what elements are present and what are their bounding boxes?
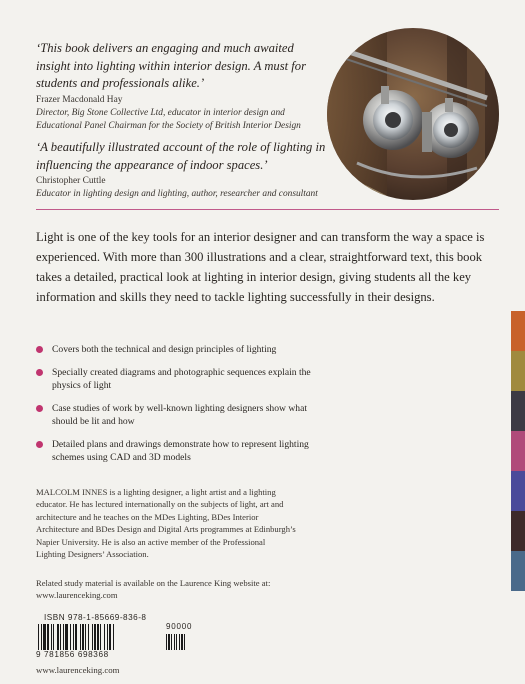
review-quote-1: ‘This book delivers an engaging and much awaited insight into lighting within interior design. A must for students and professionals alike.’	[36, 41, 306, 90]
feature-item	[36, 366, 326, 392]
barcode-addon-bar	[174, 634, 175, 650]
barcode-bar	[63, 624, 64, 650]
barcode-addon-number: 90000	[166, 622, 193, 631]
bullet-icon	[36, 405, 43, 412]
section-divider	[36, 209, 499, 210]
barcode-bar	[80, 624, 81, 650]
spotlight-photo	[327, 28, 499, 200]
spine-tab	[511, 351, 525, 391]
barcode-bar	[60, 624, 61, 650]
barcode-bar	[92, 624, 93, 650]
isbn-label: ISBN 978-1-85669-836-8	[44, 613, 147, 622]
review-role-2: Educator in lighting design and lighting, author, researcher and consultant	[36, 189, 318, 199]
spotlight-photo-illustration	[327, 28, 499, 200]
bullet-icon	[36, 441, 43, 448]
barcode-bar	[88, 624, 89, 650]
barcode-bar	[38, 624, 39, 650]
feature-item	[36, 343, 326, 356]
barcode-bar	[100, 624, 101, 650]
bullet-icon	[36, 369, 43, 376]
intro-paragraph: Light is one of the key tools for an interior designer and can transform the way a space is experienced. With more than 300 illustrations and a clear, straightforward text, this book takes a detailed, practical look at lighting in interior design, giving students all the key information and skills they need to tackle lighting successfully in their designs.	[36, 230, 485, 305]
feature-item	[36, 438, 326, 464]
barcode-bar	[97, 624, 99, 650]
barcode-bar	[47, 624, 49, 650]
barcode-bar	[113, 624, 114, 650]
feature-item	[36, 402, 326, 428]
spine-tab	[511, 551, 525, 591]
barcode-bar	[41, 624, 42, 650]
barcode-addon-bar	[171, 634, 172, 650]
review-author-1: Frazer Macdonald Hay	[36, 95, 123, 105]
barcode	[36, 613, 206, 659]
barcode-bar	[70, 624, 71, 650]
barcode-addon-bar	[179, 634, 180, 650]
barcode-bar	[53, 624, 54, 650]
barcode-bar	[82, 624, 84, 650]
spine-tab	[511, 391, 525, 431]
spine-tab	[511, 471, 525, 511]
review-role-1-line1: Director, Big Stone Collective Ltd, educator in interior design and	[36, 108, 285, 118]
barcode-bar	[57, 624, 59, 650]
feature-text: Specially created diagrams and photographic sequences explain the physics of light	[52, 367, 311, 391]
bullet-icon	[36, 346, 43, 353]
barcode-addon-bar	[181, 634, 183, 650]
barcode-addon-bar	[168, 634, 170, 650]
publisher-website: www.laurenceking.com	[36, 665, 120, 675]
barcode-addon-bar	[184, 634, 185, 650]
barcode-addon-bar	[176, 634, 177, 650]
spine-tab	[511, 311, 525, 351]
feature-text: Detailed plans and drawings demonstrate how to represent lighting schemes using CAD and 3D models	[52, 439, 309, 463]
barcode-bar	[109, 624, 111, 650]
author-bio: MALCOLM INNES is a lighting designer, a light artist and a lighting educator. He has lectured internationally on the subjects of light, art and architecture and he teaches on the MDes Lighting, BDes Interior Architecture and BDes Design and Digital Arts programmes at Edinburgh’s Napier University. He is also an active member of the Professional Lighting Designers’ Association.	[36, 487, 296, 560]
barcode-bar	[94, 624, 96, 650]
barcode-bar	[43, 624, 46, 650]
feature-list	[36, 343, 326, 474]
barcode-bar	[75, 624, 77, 650]
review-author-2: Christopher Cuttle	[36, 176, 106, 186]
spine-tab	[511, 431, 525, 471]
review-role-1-line2: Educational Panel Chairman for the Society of British Interior Design	[36, 121, 301, 131]
spine-color-tabs	[511, 311, 525, 591]
barcode-bar	[85, 624, 86, 650]
barcode-bar	[65, 624, 68, 650]
barcode-number: 9 781856 698368	[36, 650, 109, 659]
barcode-addon-bar	[166, 634, 167, 650]
barcode-bar	[73, 624, 74, 650]
feature-text: Case studies of work by well-known lighting designers show what should be lit and how	[52, 403, 308, 427]
feature-text: Covers both the technical and design principles of lighting	[52, 344, 277, 355]
spine-tab	[511, 511, 525, 551]
barcode-bar	[104, 624, 105, 650]
review-quote-2: ‘A beautifully illustrated account of the role of lighting in influencing the appearance of indoor spaces.’	[36, 140, 326, 172]
barcode-bar	[107, 624, 108, 650]
barcode-bar	[51, 624, 52, 650]
related-material-note: Related study material is available on the Laurence King website at: www.laurenceking.com	[36, 578, 271, 601]
